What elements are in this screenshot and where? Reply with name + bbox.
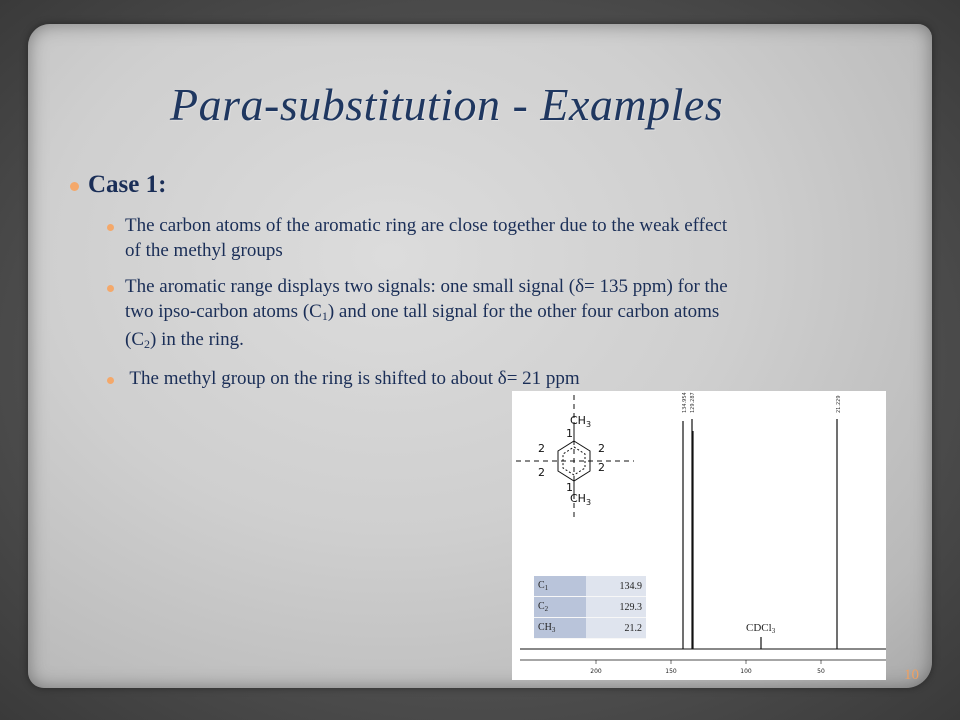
c1-top-label: 1 <box>566 427 573 440</box>
table-row <box>534 576 646 597</box>
c2-label-3: 2 <box>538 466 545 479</box>
bullet-2-line-2 <box>125 300 905 329</box>
bullet-2-line-2-a: two ipso-carbon atoms (C <box>125 300 322 322</box>
c2-label-1: 2 <box>538 442 545 455</box>
c2-label-4: 2 <box>598 461 605 474</box>
bullet-2-line-3-a: (C <box>125 329 144 350</box>
table-row <box>534 597 646 618</box>
x-tick-100: 100 <box>740 668 752 675</box>
table-cell-label: $CH_3$ <box>534 618 586 639</box>
slide-title: Para-substitution - Examples <box>170 79 724 130</box>
peak-label-3: 21.229 <box>836 395 842 413</box>
bullet-3-text: The methyl group on the ring is shifted to about δ= 21 ppm <box>125 368 580 389</box>
peak-label-1: 134.954 <box>682 392 688 413</box>
bullet-2-line-3-b: ) in the ring. <box>150 329 244 350</box>
bullet-icon <box>107 224 114 231</box>
top-ch3-label: $CH_3$ <box>570 414 592 429</box>
table-cell-value: 21.2 <box>586 618 646 639</box>
case-heading: Case 1: <box>88 171 167 198</box>
solvent-label: CDCl$_3$ <box>746 622 776 635</box>
bullet-2-line-2-sub: 1 <box>321 308 328 323</box>
bullet-2-line-3 <box>125 328 905 357</box>
bullet-2-line-2-b: ) and one tall signal for the other four carbon atoms <box>327 300 720 322</box>
bullet-icon <box>107 377 114 384</box>
page-number: 10 <box>904 667 919 683</box>
bottom-ch3-label: $CH_3$ <box>570 492 592 507</box>
bullet-1-text <box>125 214 895 263</box>
table-cell-label: $C_1$ <box>534 576 586 597</box>
x-tick-200: 200 <box>590 668 602 675</box>
x-tick-50: 50 <box>817 668 825 675</box>
bullet-icon <box>107 285 114 292</box>
x-tick-150: 150 <box>665 668 677 675</box>
peak-label-2: 129.287 <box>690 392 696 413</box>
chemical-shift-table <box>534 576 646 639</box>
bullet-2-text <box>125 275 905 357</box>
bullet-1-line-1: The carbon atoms of the aromatic ring are close together due to the weak effect <box>125 215 728 236</box>
table-cell-value: 134.9 <box>586 576 646 597</box>
bullet-2-line-1: The aromatic range displays two signals: one small signal (δ= 135 ppm) for the <box>125 276 728 297</box>
c2-label-2: 2 <box>598 442 605 455</box>
bullet-1-line-2: of the methyl groups <box>125 239 283 261</box>
c1-bottom-label: 1 <box>566 481 573 494</box>
table-cell-value: 129.3 <box>586 597 646 618</box>
spectrum-peaks <box>683 419 837 649</box>
bullet-2-line-3-sub: 2 <box>144 337 150 351</box>
bullet-icon <box>70 182 79 191</box>
table-cell-label: $C_2$ <box>534 597 586 618</box>
table-row <box>534 618 646 639</box>
